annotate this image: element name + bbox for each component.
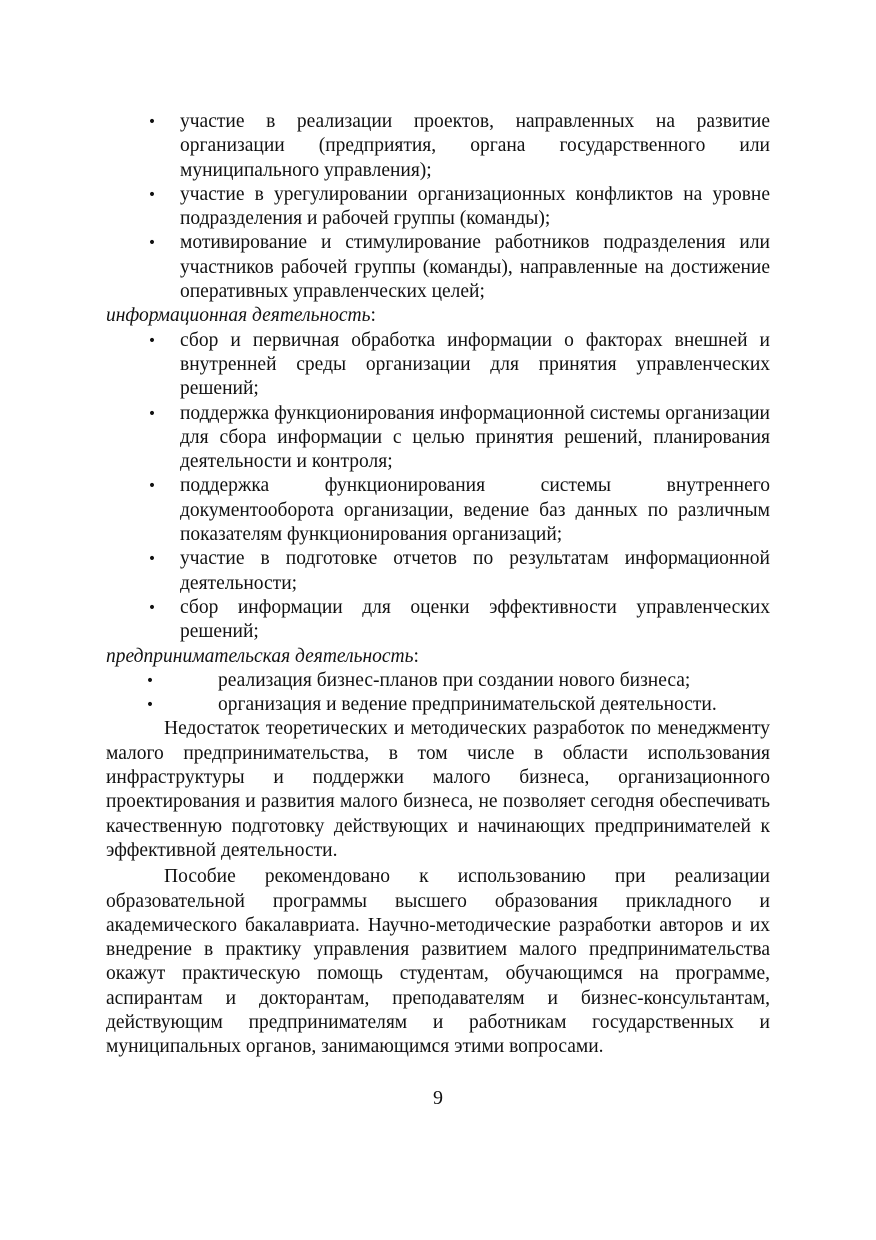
heading-colon: : <box>413 645 419 667</box>
bullet-icon: • <box>147 599 157 616</box>
list-item <box>106 110 770 183</box>
info-heading-text: информационная деятельность <box>106 305 371 327</box>
bullet-icon: • <box>145 672 155 689</box>
list-item <box>106 474 770 547</box>
list-item <box>106 231 770 304</box>
bullet-icon: • <box>147 405 157 422</box>
list-item <box>106 329 770 402</box>
list-item-text: сбор и первичная обработка информации о факторах внешней и внутренней среды организации для принятия управленческих решений; <box>180 329 770 400</box>
page-body <box>106 110 770 1060</box>
list-item <box>106 402 770 475</box>
info-activity-list <box>106 329 770 645</box>
bullet-icon: • <box>147 114 157 130</box>
bullet-icon: • <box>147 332 157 349</box>
paragraph-shortage: Недостаток теоретических и методических разработок по менеджменту малого предпринимательства, в том числе в области использования инфраструктуры и поддержки малого бизнеса, организационного проектирования и развития малого бизнеса, не позволяет сегодня обеспечивать качественную подготовку действующих и начинающих предпринимателей к эффективной деятельности. <box>106 718 770 861</box>
heading-colon: : <box>370 305 376 327</box>
bullet-icon: • <box>145 697 155 714</box>
list-item-text: участие в подготовке отчетов по результатам информационной деятельности; <box>180 548 770 594</box>
list-item <box>106 547 770 596</box>
info-activity-heading <box>106 304 770 328</box>
list-item-text: реализация бизнес-планов при создании нового бизнеса; <box>218 669 691 691</box>
list-item-text: сбор информации для оценки эффективности управленческих решений; <box>180 596 770 643</box>
bullet-icon: • <box>147 478 157 495</box>
list-item-text: поддержка функционирования информационной системы организации для сбора информации с целью принятия решений, планирования деятельности и контроля; <box>180 402 770 473</box>
entrepreneur-activity-list <box>106 669 770 718</box>
list-item-text: организация и ведение предпринимательской деятельности. <box>218 694 717 716</box>
list-item-text: участие в урегулировании организационных конфликтов на уровне подразделения и рабочей группы (команды); <box>180 183 770 230</box>
management-activity-list <box>106 110 770 304</box>
paragraph-recommendation: Пособие рекомендовано к использованию при реализации образовательной программы высшего образования прикладного и академического бакалавриата. Научно-методические разработки авторов и их внедрение в практику управления развитием малого предпринимательства окажут практическую помощь студентам, обучающимся на программе, аспирантам и докторантам, преподавателям и бизнес-консультантам, действующим предпринимателям и работникам государственных и муниципальных органов, занимающимся этими вопросами. <box>106 866 770 1058</box>
list-item-text: поддержка функционирования системы внутреннего документооборота организации, ведение баз данных по различным показателям функционирования организаций; <box>180 475 770 546</box>
list-item <box>106 669 770 693</box>
entrepreneur-activity-heading <box>106 645 770 669</box>
list-item <box>106 693 770 717</box>
bullet-icon: • <box>147 235 157 252</box>
bullet-icon: • <box>147 186 157 203</box>
list-item-text: участие в реализации проектов, направленных на развитие организации (предприятия, органа государственного или муниципального управления); <box>180 111 770 181</box>
page-number: 9 <box>433 1087 443 1109</box>
list-item <box>106 183 770 232</box>
bullet-icon: • <box>147 551 157 568</box>
list-item <box>106 596 770 645</box>
list-item-text: мотивирование и стимулирование работников подразделения или участников рабочей группы (команды), направленные на достижение оперативных управленческих целей; <box>180 232 770 303</box>
entrepreneur-heading-text: предпринимательская деятельность <box>106 645 414 667</box>
